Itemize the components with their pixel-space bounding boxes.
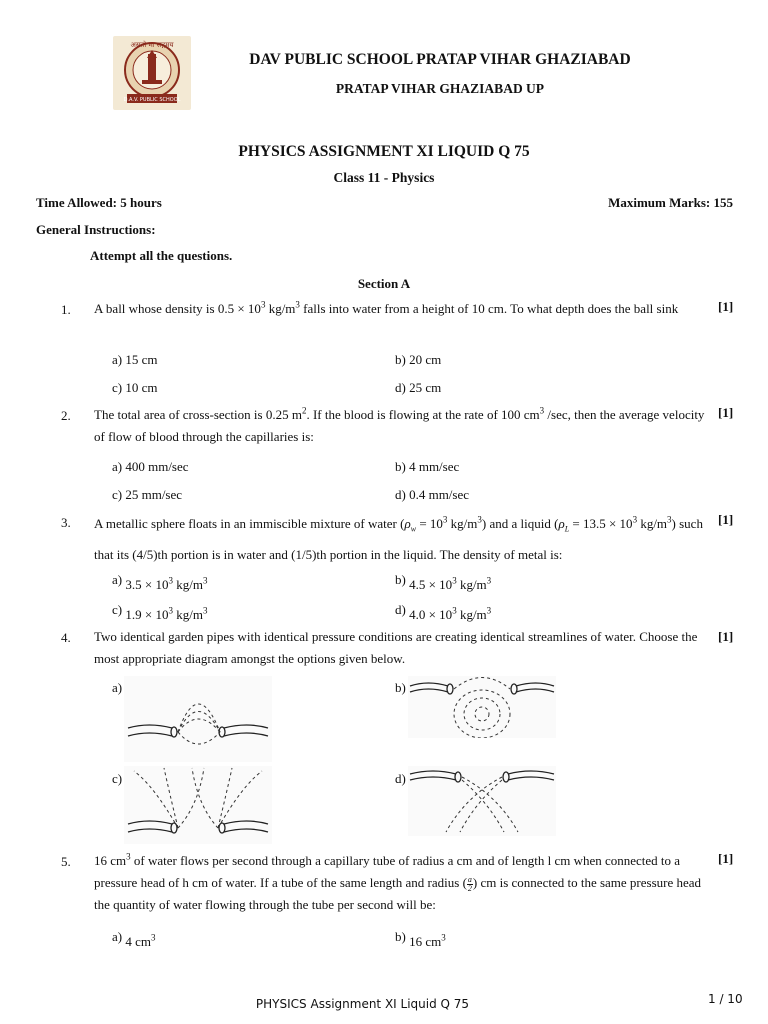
question-marks: [1] — [718, 405, 734, 420]
streamline-diagram-b[interactable] — [408, 676, 556, 738]
school-logo — [113, 36, 191, 110]
question-text: The total area of cross-section is 0.25 $m^2$. If the blood is flowing at the rate of 100 $cm^3$ /sec, then the average velocity of flow of blood through the capillaries is: — [94, 405, 705, 444]
option-b[interactable]: b) $4.5 \times 10^3$ $kg/m^3$ — [395, 572, 492, 592]
question-marks: [1] — [718, 512, 734, 527]
option-b[interactable]: b) 20 cm — [395, 352, 442, 367]
assignment-title: PHYSICS ASSIGNMENT XI LIQUID Q 75 — [238, 143, 530, 160]
option-a[interactable]: a) 15 cm — [112, 352, 158, 367]
option-d[interactable]: d) — [395, 771, 406, 786]
school-name: DAV PUBLIC SCHOOL PRATAP VIHAR GHAZIABAD — [249, 51, 631, 68]
option-a[interactable]: a) $3.5 \times 10^3$ $kg/m^3$ — [112, 572, 208, 592]
option-a[interactable]: a) 4 $cm^3$ — [112, 929, 156, 949]
option-b[interactable]: b) 4 mm/sec — [395, 459, 460, 474]
section-heading: Section A — [357, 276, 411, 291]
question-text: Two identical garden pipes with identical pressure conditions are creating identical streamlines of water. Choose the most appropriate diagram amongst the options given below. — [94, 629, 698, 666]
option-b[interactable]: b) 16 $cm^3$ — [395, 929, 446, 949]
question-number: 2. — [61, 408, 71, 423]
class-line: Class 11 - Physics — [333, 170, 435, 185]
question-marks: [1] — [718, 851, 734, 866]
footer-title: PHYSICS Assignment XI Liquid Q 75 — [255, 997, 470, 1011]
option-a[interactable]: a) 400 mm/sec — [112, 459, 189, 474]
option-d[interactable]: d) $4.0 \times 10^3$ $kg/m^3$ — [395, 602, 492, 622]
instruction-text: Attempt all the questions. — [90, 248, 233, 263]
school-location: PRATAP VIHAR GHAZIABAD UP — [335, 81, 545, 96]
option-c[interactable]: c) $1.9 \times 10^3$ $kg/m^3$ — [112, 602, 208, 622]
option-d[interactable]: d) 25 cm — [395, 380, 442, 395]
streamline-diagram-d[interactable] — [408, 766, 556, 836]
question-number: 1. — [61, 302, 71, 317]
question-marks: [1] — [718, 299, 734, 314]
page-number: 1 / 10 — [708, 992, 743, 1006]
option-a[interactable]: a) — [112, 680, 123, 695]
question-text: A ball whose density is $0.5 \times 10^3$ $kg/m^3$ falls into water from a height of 10 cm. To what depth does the ball sink — [94, 299, 679, 316]
option-c[interactable]: c) 10 cm — [112, 380, 158, 395]
question-marks: [1] — [718, 629, 734, 644]
question-text: A metallic sphere floats in an immiscible mixture of water ($\rho_w = 10^3$ $kg/m^3$) and a liquid ($\rho_L = 13.5 \times 10^3$ $kg/m^3$) such that its (4/5)th portion is in water and (1/5)th portion in the liquid. The density of metal is: — [94, 514, 703, 562]
question-number: 5. — [61, 854, 71, 869]
option-c[interactable]: c) — [112, 771, 123, 786]
time-allowed: Time Allowed: 5 hours — [36, 195, 162, 210]
question-number: 4. — [61, 630, 71, 645]
maximum-marks: Maximum Marks: 155 — [608, 195, 733, 210]
question-number: 3. — [61, 515, 71, 530]
streamline-diagram-c[interactable] — [124, 766, 272, 844]
question-text: 16 $cm^3$ of water flows per second through a capillary tube of radius a cm and of length l cm when connected to a pressure head of h cm of water. If a tube of the same length and radius $(\frac{a}{2})$ cm is connected to the same pressure head the quantity of water flowing through the tube per second will be: — [94, 851, 702, 912]
streamline-diagram-a[interactable] — [124, 676, 272, 762]
logo-caption: D.A.V. PUBLIC SCHOOL — [123, 97, 181, 103]
option-b[interactable]: b) — [395, 680, 406, 695]
logo-motto: असतो मा सद्गमय — [130, 41, 174, 49]
instructions-heading: General Instructions: — [36, 222, 156, 237]
option-d[interactable]: d) 0.4 mm/sec — [395, 487, 470, 502]
option-c[interactable]: c) 25 mm/sec — [112, 487, 183, 502]
